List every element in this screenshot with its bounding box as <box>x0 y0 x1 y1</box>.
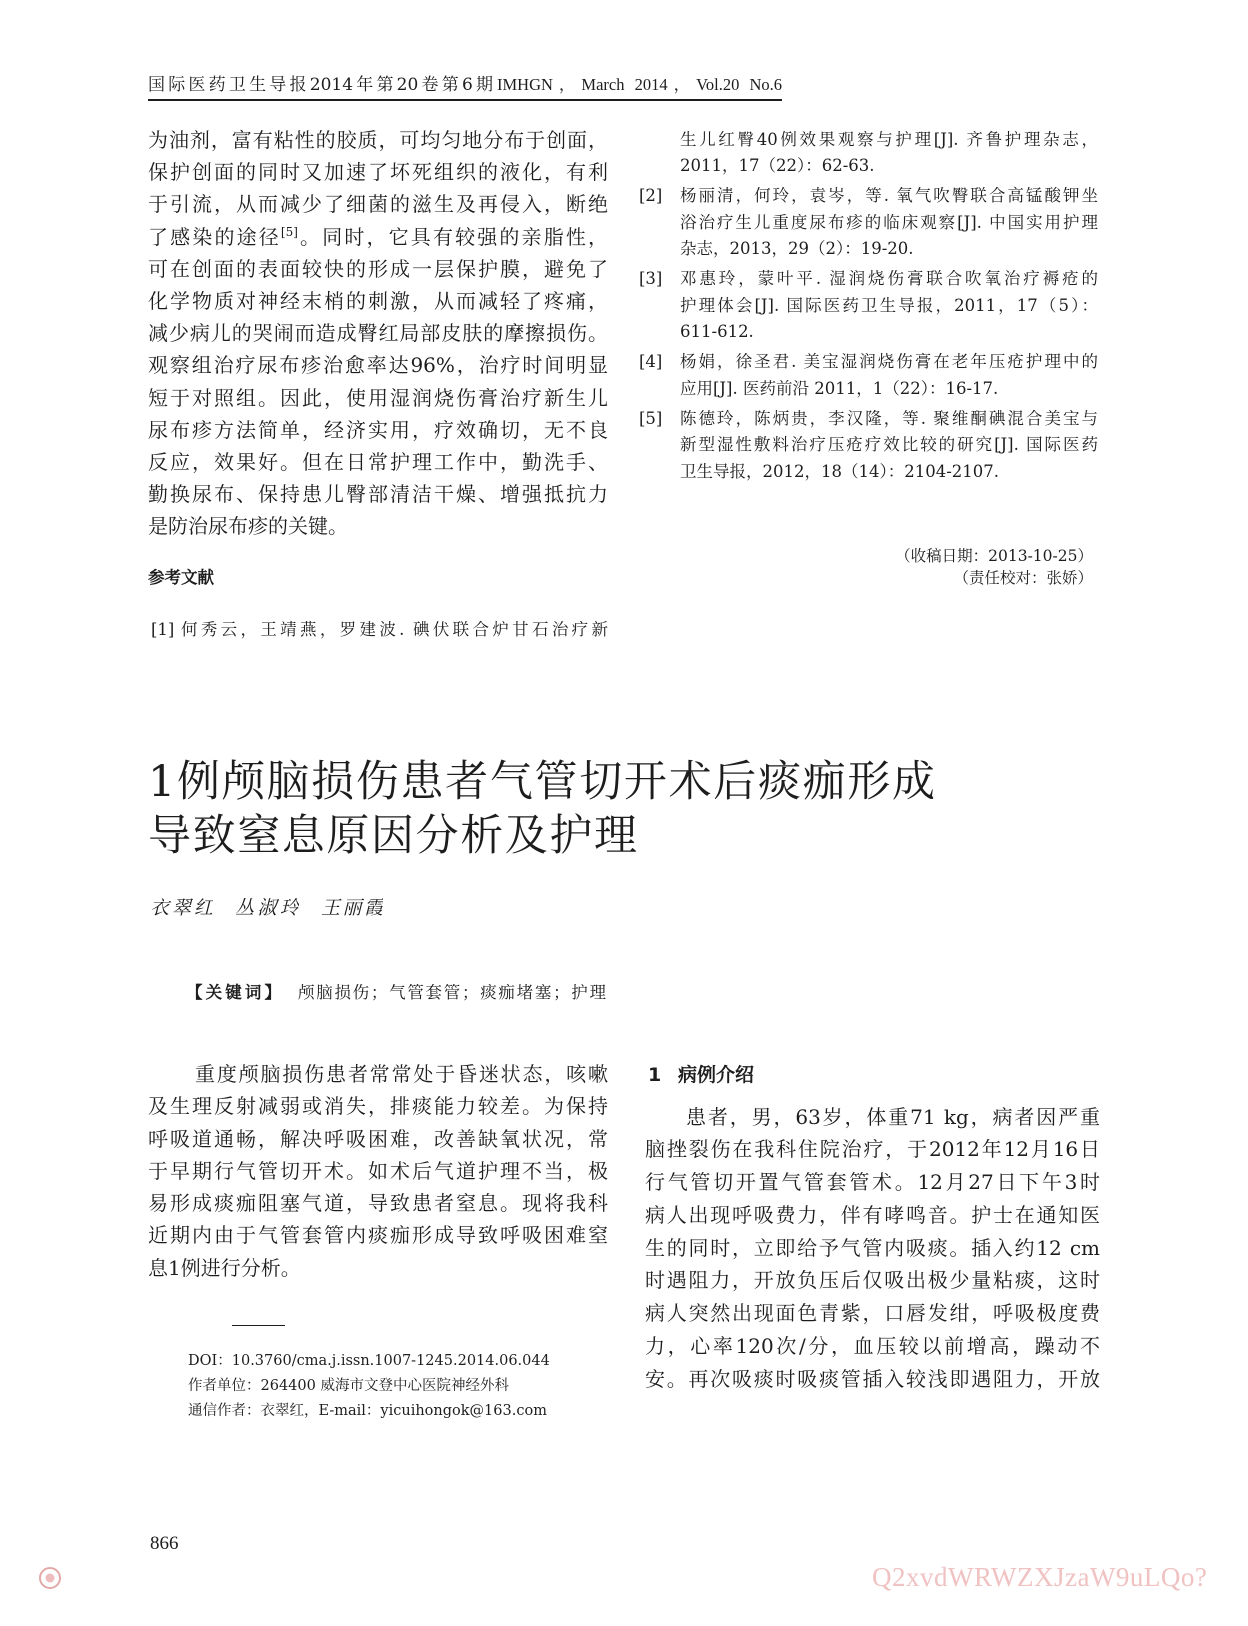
discussion-line-text: 。同时，它具有较强的亲脂性， <box>297 224 608 249</box>
reference-text <box>680 266 1098 346</box>
reference-number: [2] <box>639 186 663 206</box>
intro-line: 近期内由于气管套管内痰痂形成导致呼吸困难窒 <box>148 1223 608 1248</box>
discussion-line: 是防治尿布疹的关键。 <box>148 514 348 539</box>
case-report <box>645 1101 1100 1396</box>
case-line: 病人突然出现面色青紫，口唇发绀，呼吸极度费 <box>645 1301 1100 1326</box>
references-continued <box>636 127 1098 486</box>
reference-line: 护理体会[J]. 国际医药卫生导报，2011，17（5）： <box>680 295 1098 315</box>
journal-name-en: IMHGN，March 2014，Vol.20 No.6 <box>497 75 782 94</box>
footnote-correspondence: 通信作者：衣翠红，E-mail：yicuihongok@163.com <box>188 1403 547 1419</box>
case-line: 脑挫裂伤在我科住院治疗，于2012年12月16日 <box>645 1137 1100 1162</box>
intro-line: 及生理反射减弱或消失，排痰能力较差。为保持 <box>148 1094 608 1119</box>
reference-1-continued <box>636 127 1098 180</box>
reference-text <box>181 617 608 644</box>
reference-5 <box>636 406 1098 486</box>
reference-line: 卫生导报，2012，18（14）：2104-2107. <box>680 461 1000 481</box>
discussion-line: 勤换尿布、保持患儿臀部清洁干燥、增强抵抗力 <box>148 482 608 507</box>
intro-line: 重度颅脑损伤患者常常处于昏迷状态，咳嗽 <box>195 1062 608 1086</box>
reference-text <box>680 349 1098 402</box>
reference-line: 611-612. <box>680 322 754 342</box>
reference-4 <box>636 349 1098 402</box>
case-line: 行气管切开置气管套管术。12月27日下午3时 <box>645 1170 1100 1195</box>
discussion-line: 反应，效果好。但在日常护理工作中，勤洗手、 <box>148 449 608 474</box>
reference-number: [1] <box>151 620 175 639</box>
reference-3 <box>636 266 1098 346</box>
intro-line: 于早期行气管切开术。如术后气道护理不当，极 <box>148 1158 608 1183</box>
reference-line: 杨娟，徐圣君. 美宝湿润烧伤膏在老年压疮护理中的 <box>680 352 1098 372</box>
discussion-line: 可在创面的表面较快的形成一层保护膜，避免了 <box>148 256 608 281</box>
previous-article-discussion <box>148 124 608 542</box>
case-line: 患者，男，63岁，体重71 kg，病者因严重 <box>686 1104 1100 1129</box>
reference-line: 生儿红臀40例效果观察与护理[J]. 齐鲁护理杂志， <box>680 129 1098 149</box>
reference-line: 应用[J]. 医药前沿 2011，1（22）：16-17. <box>680 378 999 398</box>
discussion-line: 观察组治疗尿布疹治愈率达96%，治疗时间明显 <box>148 353 608 378</box>
discussion-line-text: 了感染的途径 <box>148 224 281 249</box>
discussion-line: 短于对照组。因此，使用湿润烧伤膏治疗新生儿 <box>148 385 608 410</box>
footnote-doi: DOI：10.3760/cma.j.issn.1007-1245.2014.06.044 <box>188 1353 550 1369</box>
reference-text <box>680 406 1098 486</box>
header-rule <box>148 99 782 101</box>
discussion-line: 为油剂，富有粘性的胶质，可均匀地分布于创面， <box>148 128 608 152</box>
intro-line: 易形成痰痂阻塞气道，导致患者窒息。现将我科 <box>148 1191 608 1216</box>
discussion-line: 于引流，从而减少了细菌的滋生及再侵入，断绝 <box>148 192 608 217</box>
journal-name-cn: 国际医药卫生导报2014年第20卷第6期 <box>148 75 493 95</box>
reference-text <box>680 127 1098 180</box>
case-line: 生的同时，立即给予气管内吸痰。插入约12 cm <box>645 1235 1100 1260</box>
article-introduction <box>148 1058 608 1284</box>
reference-group <box>148 617 608 644</box>
article-title-line: 1例颅脑损伤患者气管切开术后痰痂形成 <box>148 757 935 807</box>
case-line: 时遇阻力，开放负压后仅吸出极少量粘痰，这时 <box>645 1268 1100 1293</box>
discussion-line: 减少病儿的哭闹而造成臀红局部皮肤的摩擦损伤。 <box>148 321 608 346</box>
received-date: （收稿日期：2013-10-25） <box>895 547 1093 565</box>
discussion-line <box>148 221 608 253</box>
reference-line: 邓惠玲，蒙叶平. 湿润烧伤膏联合吹氧治疗褥疮的 <box>680 269 1098 289</box>
case-line: 力，心率120次/分，血压较以前增高，躁动不 <box>645 1333 1100 1358</box>
proofreader: （责任校对：张娇） <box>953 569 1093 587</box>
author-name: 王丽霞 <box>321 897 383 919</box>
reference-line: 2011，17（22）：62-63. <box>680 156 875 176</box>
intro-line: 息1例进行分析。 <box>148 1255 301 1280</box>
reference-line: 新型湿性敷料治疗压疮疗效比较的研究[J]. 国际医药 <box>680 435 1098 455</box>
discussion-line: 保护创面的同时又加速了坏死组织的液化，有利 <box>148 160 608 185</box>
publisher-seal-icon <box>38 1566 62 1590</box>
reference-line: 杂志，2013，29（2）：19-20. <box>680 239 914 259</box>
case-line: 病人出现呼吸费力，伴有哮鸣音。护士在通知医 <box>645 1202 1100 1227</box>
reference-1 <box>148 617 608 644</box>
article-title-line: 导致窒息原因分析及护理 <box>148 811 637 861</box>
reference-number: [3] <box>639 269 663 289</box>
section-number: 1 <box>648 1064 662 1086</box>
reference-line: 陈德玲，陈炳贵，李汉隆，等. 聚维酮碘混合美宝与 <box>680 408 1098 428</box>
author-name: 丛淑玲 <box>235 897 299 919</box>
discussion-line: 化学物质对神经末梢的刺激，从而减轻了疼痛， <box>148 288 608 313</box>
case-line: 安。再次吸痰时吸痰管插入较浅即遇阻力，开放 <box>645 1366 1100 1391</box>
page-number: 866 <box>150 1533 179 1554</box>
discussion-line: 尿布疹方法简单，经济实用，疗效确切，无不良 <box>148 417 608 442</box>
author-name: 衣翠红 <box>150 897 213 919</box>
footnote-rule <box>232 1325 285 1326</box>
reference-text <box>680 183 1098 263</box>
footnote-affiliation: 作者单位：264400 威海市文登中心医院神经外科 <box>188 1378 509 1394</box>
intro-line: 呼吸道通畅，解决呼吸困难，改善缺氧状况，常 <box>148 1126 608 1151</box>
keywords-label: 【关键词】 <box>186 983 281 1002</box>
reference-line: 何秀云，王靖燕，罗建波. 碘伏联合炉甘石治疗新 <box>181 620 608 639</box>
citation-superscript: [5] <box>280 224 298 239</box>
reference-number: [5] <box>639 408 663 428</box>
section-heading: 病例介绍 <box>678 1064 755 1086</box>
references-heading: 参考文献 <box>148 568 214 587</box>
reference-line: 浴治疗生儿重度尿布疹的临床观察[J]. 中国实用护理 <box>680 212 1098 232</box>
reference-number: [4] <box>639 352 663 372</box>
keywords: 颅脑损伤；气管套管；痰痂堵塞；护理 <box>298 983 606 1002</box>
watermark-text: Q2xvdWRWZXJzaW9uLQo? <box>872 1562 1208 1592</box>
reference-2 <box>636 183 1098 263</box>
reference-line: 杨丽清，何玲，袁岑，等. 氧气吹臀联合高锰酸钾坐 <box>680 186 1098 206</box>
